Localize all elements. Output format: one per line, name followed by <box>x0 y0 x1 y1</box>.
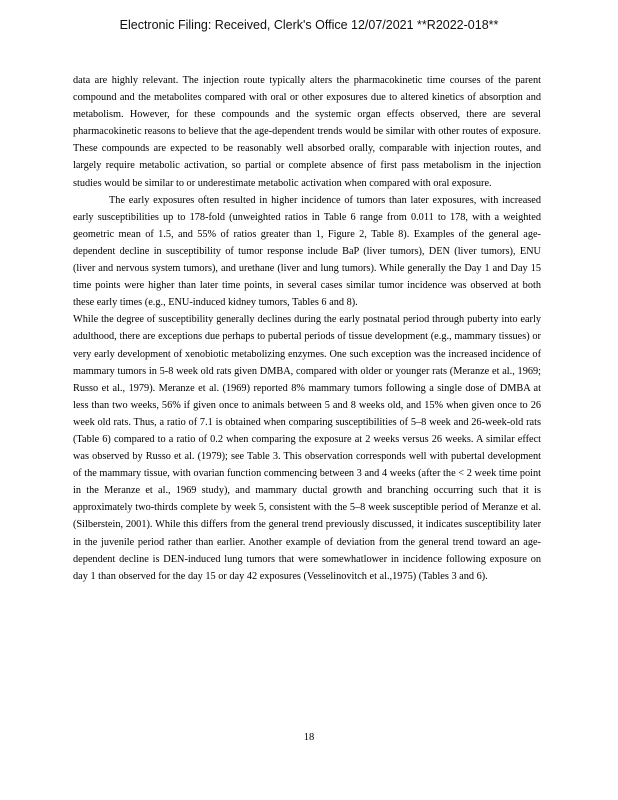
body-paragraph: The early exposures often resulted in higher incidence of tumors than later exposures, with increased early susceptibilities up to 178-fold (unweighted ratios in Table 6 range from 0.011 to 178, with a weighted geometric mean of 1.5, and 55% of ratios greater than 1, Figure 2, Table 8). Examples of the general age-dependent decline in susceptibility of tumor response include BaP (liver tumors), DEN (liver tumors), ENU (liver and nervous system tumors), and urethane (liver and lung tumors). While generally the Day 1 and Day 15 time points were higher than later time points, in several cases similar tumor incidence was observed at both these early times (e.g., ENU-induced kidney tumors, Tables 6 and 8). <box>73 194 541 309</box>
body-paragraph: While the degree of susceptibility generally declines during the early postnatal period through puberty into early adulthood, there are exceptions due perhaps to pubertal periods of tissue development (e.g., mammary tissues) or very early development of xenobiotic metabolizing enzymes. One such exception was the increased incidence of mammary tumors in 5-8 week old rats given DMBA, compared with older or younger rats (Meranze et al., 1969; Russo et al., 1979). Meranze et al. (1969) reported 8% mammary tumors following a single dose of DMBA at less than two weeks, 56% if given once to animals between 5 and 8 weeks old, and 15% when given once to 26 week old rats. Thus, a ratio of 7.1 is obtained when comparing susceptibilities of 5–8 week and 26-week-old rats (Table 6) compared to a ratio of 0.2 when comparing the exposure at 2 weeks versus 26 weeks. A similar effect was observed by Russo et al. (1979); see Table 3. This observation corresponds well with pubertal development of the mammary tissue, with ovarian function commencing between 3 and 4 weeks (after the < 2 week time point in the Meranze et al., 1969 study), and mammary ductal growth and branching occurring such that it is approximately two-thirds complete by week 5, consistent with the 5–8 week susceptible period of Meranze et al. (Silberstein, 2001). While this differs from the general trend previously discussed, it indicates susceptibility later in the juvenile period rather than earlier. Another example of deviation from the general trend toward an age-dependent decline is DEN-induced lung tumors that were somewhatlower in incidence following exposure on day 1 than observed for the day 15 or day 42 exposures (Vesselinovitch et al.,1975) (Tables 3 and 6). <box>73 314 541 582</box>
body-paragraph: data are highly relevant. The injection route typically alters the pharmacokinetic time courses of the parent compound and the metabolites compared with oral or other exposures due to altered kinetics of absorption and metabolism. However, for these compounds and the systemic organ effects observed, there are several pharmacokinetic reasons to believe that the age-dependent trends would be similar with other routes of exposure. These compounds are expected to be reasonably well absorbed orally, comparable with injection routes, and largely require metabolic activation, so partial or complete absence of first pass metabolism in the injection studies would be similar to or underestimate metabolic activation when compared with oral exposure. <box>73 75 541 189</box>
filing-header: Electronic Filing: Received, Clerk's Office 12/07/2021 **R2022-018** <box>119 18 499 32</box>
page-number: 18 <box>303 732 315 743</box>
document-body <box>73 72 541 585</box>
